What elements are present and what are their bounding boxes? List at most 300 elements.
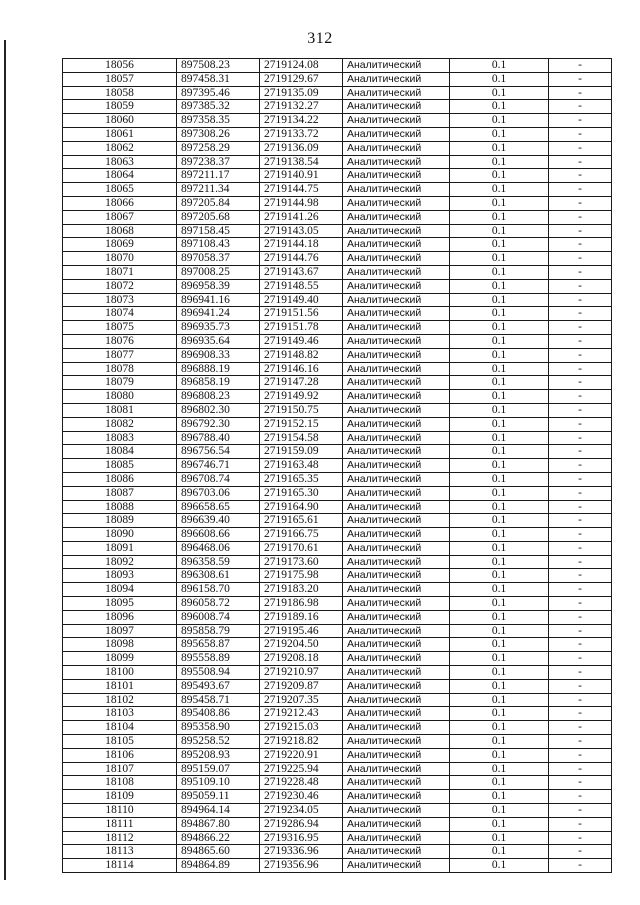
x-coordinate-cell: 896746.71	[177, 459, 260, 473]
note-cell: -	[549, 555, 612, 569]
point-id-cell: 18082	[63, 417, 177, 431]
x-coordinate-cell: 895258.52	[177, 735, 260, 749]
accuracy-cell: 0.1	[450, 114, 549, 128]
note-cell: -	[549, 155, 612, 169]
point-id-cell: 18114	[63, 859, 177, 873]
table-row	[63, 348, 612, 362]
method-cell: Аналитический	[343, 238, 450, 252]
accuracy-cell: 0.1	[450, 169, 549, 183]
y-coordinate-cell: 2719151.78	[260, 321, 343, 335]
method-cell: Аналитический	[343, 445, 450, 459]
y-coordinate-cell: 2719207.35	[260, 693, 343, 707]
table-row	[63, 183, 612, 197]
x-coordinate-cell: 897205.68	[177, 210, 260, 224]
accuracy-cell: 0.1	[450, 652, 549, 666]
x-coordinate-cell: 895458.71	[177, 693, 260, 707]
point-id-cell: 18093	[63, 569, 177, 583]
x-coordinate-cell: 895493.67	[177, 679, 260, 693]
method-cell: Аналитический	[343, 210, 450, 224]
method-cell: Аналитический	[343, 376, 450, 390]
table-row	[63, 362, 612, 376]
method-cell: Аналитический	[343, 114, 450, 128]
x-coordinate-cell: 896788.40	[177, 431, 260, 445]
table-row	[63, 445, 612, 459]
table-row	[63, 776, 612, 790]
note-cell: -	[549, 541, 612, 555]
method-cell: Аналитический	[343, 224, 450, 238]
accuracy-cell: 0.1	[450, 845, 549, 859]
accuracy-cell: 0.1	[450, 486, 549, 500]
method-cell: Аналитический	[343, 597, 450, 611]
note-cell: -	[549, 293, 612, 307]
x-coordinate-cell: 897358.35	[177, 114, 260, 128]
method-cell: Аналитический	[343, 141, 450, 155]
table-row	[63, 114, 612, 128]
point-id-cell: 18099	[63, 652, 177, 666]
note-cell: -	[549, 403, 612, 417]
method-cell: Аналитический	[343, 693, 450, 707]
accuracy-cell: 0.1	[450, 666, 549, 680]
method-cell: Аналитический	[343, 666, 450, 680]
note-cell: -	[549, 279, 612, 293]
method-cell: Аналитический	[343, 790, 450, 804]
x-coordinate-cell: 894865.60	[177, 845, 260, 859]
table-row	[63, 859, 612, 873]
note-cell: -	[549, 114, 612, 128]
accuracy-cell: 0.1	[450, 127, 549, 141]
note-cell: -	[549, 859, 612, 873]
method-cell: Аналитический	[343, 776, 450, 790]
method-cell: Аналитический	[343, 252, 450, 266]
point-id-cell: 18108	[63, 776, 177, 790]
note-cell: -	[549, 390, 612, 404]
accuracy-cell: 0.1	[450, 817, 549, 831]
x-coordinate-cell: 896703.06	[177, 486, 260, 500]
method-cell: Аналитический	[343, 583, 450, 597]
table-row	[63, 210, 612, 224]
note-cell: -	[549, 348, 612, 362]
y-coordinate-cell: 2719225.94	[260, 762, 343, 776]
table-row	[63, 569, 612, 583]
accuracy-cell: 0.1	[450, 431, 549, 445]
x-coordinate-cell: 897385.32	[177, 100, 260, 114]
method-cell: Аналитический	[343, 307, 450, 321]
y-coordinate-cell: 2719220.91	[260, 748, 343, 762]
accuracy-cell: 0.1	[450, 693, 549, 707]
x-coordinate-cell: 897058.37	[177, 252, 260, 266]
note-cell: -	[549, 321, 612, 335]
table-row	[63, 155, 612, 169]
table-row	[63, 762, 612, 776]
accuracy-cell: 0.1	[450, 790, 549, 804]
note-cell: -	[549, 265, 612, 279]
accuracy-cell: 0.1	[450, 721, 549, 735]
y-coordinate-cell: 2719148.55	[260, 279, 343, 293]
accuracy-cell: 0.1	[450, 762, 549, 776]
point-id-cell: 18064	[63, 169, 177, 183]
method-cell: Аналитический	[343, 155, 450, 169]
note-cell: -	[549, 666, 612, 680]
table-row	[63, 59, 612, 73]
point-id-cell: 18083	[63, 431, 177, 445]
note-cell: -	[549, 431, 612, 445]
point-id-cell: 18092	[63, 555, 177, 569]
page-number: 312	[307, 30, 333, 47]
table-row	[63, 403, 612, 417]
y-coordinate-cell: 2719218.82	[260, 735, 343, 749]
x-coordinate-cell: 894866.22	[177, 831, 260, 845]
method-cell: Аналитический	[343, 431, 450, 445]
point-id-cell: 18067	[63, 210, 177, 224]
accuracy-cell: 0.1	[450, 610, 549, 624]
y-coordinate-cell: 2719336.96	[260, 845, 343, 859]
method-cell: Аналитический	[343, 624, 450, 638]
method-cell: Аналитический	[343, 59, 450, 73]
point-id-cell: 18056	[63, 59, 177, 73]
accuracy-cell: 0.1	[450, 348, 549, 362]
point-id-cell: 18063	[63, 155, 177, 169]
point-id-cell: 18096	[63, 610, 177, 624]
y-coordinate-cell: 2719356.96	[260, 859, 343, 873]
x-coordinate-cell: 896008.74	[177, 610, 260, 624]
coordinates-table-body	[63, 59, 612, 873]
table-row	[63, 638, 612, 652]
method-cell: Аналитический	[343, 748, 450, 762]
y-coordinate-cell: 2719154.58	[260, 431, 343, 445]
accuracy-cell: 0.1	[450, 321, 549, 335]
method-cell: Аналитический	[343, 541, 450, 555]
note-cell: -	[549, 721, 612, 735]
accuracy-cell: 0.1	[450, 59, 549, 73]
note-cell: -	[549, 693, 612, 707]
x-coordinate-cell: 896658.65	[177, 500, 260, 514]
point-id-cell: 18089	[63, 514, 177, 528]
method-cell: Аналитический	[343, 72, 450, 86]
accuracy-cell: 0.1	[450, 514, 549, 528]
y-coordinate-cell: 2719175.98	[260, 569, 343, 583]
y-coordinate-cell: 2719316.95	[260, 831, 343, 845]
accuracy-cell: 0.1	[450, 86, 549, 100]
point-id-cell: 18088	[63, 500, 177, 514]
method-cell: Аналитический	[343, 514, 450, 528]
method-cell: Аналитический	[343, 279, 450, 293]
note-cell: -	[549, 652, 612, 666]
y-coordinate-cell: 2719149.46	[260, 334, 343, 348]
note-cell: -	[549, 307, 612, 321]
x-coordinate-cell: 897108.43	[177, 238, 260, 252]
method-cell: Аналитический	[343, 417, 450, 431]
point-id-cell: 18112	[63, 831, 177, 845]
x-coordinate-cell: 897258.29	[177, 141, 260, 155]
table-row	[63, 679, 612, 693]
point-id-cell: 18106	[63, 748, 177, 762]
x-coordinate-cell: 896941.24	[177, 307, 260, 321]
method-cell: Аналитический	[343, 196, 450, 210]
x-coordinate-cell: 894864.89	[177, 859, 260, 873]
point-id-cell: 18113	[63, 845, 177, 859]
note-cell: -	[549, 183, 612, 197]
point-id-cell: 18110	[63, 804, 177, 818]
x-coordinate-cell: 896958.39	[177, 279, 260, 293]
table-row	[63, 224, 612, 238]
note-cell: -	[549, 376, 612, 390]
method-cell: Аналитический	[343, 500, 450, 514]
method-cell: Аналитический	[343, 348, 450, 362]
y-coordinate-cell: 2719132.27	[260, 100, 343, 114]
note-cell: -	[549, 252, 612, 266]
x-coordinate-cell: 897211.34	[177, 183, 260, 197]
y-coordinate-cell: 2719234.05	[260, 804, 343, 818]
x-coordinate-cell: 896708.74	[177, 472, 260, 486]
accuracy-cell: 0.1	[450, 859, 549, 873]
method-cell: Аналитический	[343, 334, 450, 348]
x-coordinate-cell: 896358.59	[177, 555, 260, 569]
y-coordinate-cell: 2719215.03	[260, 721, 343, 735]
note-cell: -	[549, 59, 612, 73]
note-cell: -	[549, 86, 612, 100]
point-id-cell: 18066	[63, 196, 177, 210]
y-coordinate-cell: 2719149.92	[260, 390, 343, 404]
x-coordinate-cell: 896941.16	[177, 293, 260, 307]
note-cell: -	[549, 196, 612, 210]
x-coordinate-cell: 895558.89	[177, 652, 260, 666]
note-cell: -	[549, 362, 612, 376]
note-cell: -	[549, 528, 612, 542]
table-row	[63, 293, 612, 307]
table-row	[63, 196, 612, 210]
accuracy-cell: 0.1	[450, 334, 549, 348]
y-coordinate-cell: 2719165.30	[260, 486, 343, 500]
point-id-cell: 18078	[63, 362, 177, 376]
point-id-cell: 18057	[63, 72, 177, 86]
table-row	[63, 252, 612, 266]
table-row	[63, 528, 612, 542]
accuracy-cell: 0.1	[450, 155, 549, 169]
table-row	[63, 735, 612, 749]
point-id-cell: 18090	[63, 528, 177, 542]
accuracy-cell: 0.1	[450, 252, 549, 266]
table-row	[63, 141, 612, 155]
x-coordinate-cell: 895408.86	[177, 707, 260, 721]
note-cell: -	[549, 804, 612, 818]
table-row	[63, 86, 612, 100]
note-cell: -	[549, 417, 612, 431]
note-cell: -	[549, 610, 612, 624]
y-coordinate-cell: 2719230.46	[260, 790, 343, 804]
point-id-cell: 18076	[63, 334, 177, 348]
accuracy-cell: 0.1	[450, 141, 549, 155]
note-cell: -	[549, 762, 612, 776]
table-row	[63, 100, 612, 114]
note-cell: -	[549, 210, 612, 224]
y-coordinate-cell: 2719165.61	[260, 514, 343, 528]
table-row	[63, 541, 612, 555]
y-coordinate-cell: 2719144.75	[260, 183, 343, 197]
table-row	[63, 624, 612, 638]
accuracy-cell: 0.1	[450, 307, 549, 321]
x-coordinate-cell: 896639.40	[177, 514, 260, 528]
accuracy-cell: 0.1	[450, 362, 549, 376]
y-coordinate-cell: 2719149.40	[260, 293, 343, 307]
x-coordinate-cell: 896802.30	[177, 403, 260, 417]
note-cell: -	[549, 100, 612, 114]
accuracy-cell: 0.1	[450, 376, 549, 390]
accuracy-cell: 0.1	[450, 403, 549, 417]
accuracy-cell: 0.1	[450, 679, 549, 693]
y-coordinate-cell: 2719134.22	[260, 114, 343, 128]
y-coordinate-cell: 2719159.09	[260, 445, 343, 459]
accuracy-cell: 0.1	[450, 500, 549, 514]
accuracy-cell: 0.1	[450, 831, 549, 845]
x-coordinate-cell: 897211.17	[177, 169, 260, 183]
point-id-cell: 18107	[63, 762, 177, 776]
accuracy-cell: 0.1	[450, 445, 549, 459]
table-row	[63, 169, 612, 183]
accuracy-cell: 0.1	[450, 597, 549, 611]
point-id-cell: 18094	[63, 583, 177, 597]
method-cell: Аналитический	[343, 804, 450, 818]
table-row	[63, 500, 612, 514]
table-row	[63, 748, 612, 762]
note-cell: -	[549, 334, 612, 348]
method-cell: Аналитический	[343, 735, 450, 749]
point-id-cell: 18097	[63, 624, 177, 638]
y-coordinate-cell: 2719136.09	[260, 141, 343, 155]
point-id-cell: 18091	[63, 541, 177, 555]
table-row	[63, 610, 612, 624]
point-id-cell: 18065	[63, 183, 177, 197]
method-cell: Аналитический	[343, 321, 450, 335]
y-coordinate-cell: 2719150.75	[260, 403, 343, 417]
note-cell: -	[549, 624, 612, 638]
note-cell: -	[549, 790, 612, 804]
accuracy-cell: 0.1	[450, 183, 549, 197]
table-row	[63, 307, 612, 321]
y-coordinate-cell: 2719141.26	[260, 210, 343, 224]
point-id-cell: 18069	[63, 238, 177, 252]
point-id-cell: 18101	[63, 679, 177, 693]
accuracy-cell: 0.1	[450, 776, 549, 790]
point-id-cell: 18085	[63, 459, 177, 473]
point-id-cell: 18058	[63, 86, 177, 100]
accuracy-cell: 0.1	[450, 735, 549, 749]
x-coordinate-cell: 895208.93	[177, 748, 260, 762]
table-row	[63, 693, 612, 707]
method-cell: Аналитический	[343, 86, 450, 100]
table-row	[63, 417, 612, 431]
accuracy-cell: 0.1	[450, 417, 549, 431]
table-row	[63, 804, 612, 818]
point-id-cell: 18095	[63, 597, 177, 611]
y-coordinate-cell: 2719129.67	[260, 72, 343, 86]
x-coordinate-cell: 896058.72	[177, 597, 260, 611]
x-coordinate-cell: 895059.11	[177, 790, 260, 804]
accuracy-cell: 0.1	[450, 555, 549, 569]
accuracy-cell: 0.1	[450, 293, 549, 307]
y-coordinate-cell: 2719148.82	[260, 348, 343, 362]
x-coordinate-cell: 897308.26	[177, 127, 260, 141]
y-coordinate-cell: 2719146.16	[260, 362, 343, 376]
accuracy-cell: 0.1	[450, 238, 549, 252]
point-id-cell: 18074	[63, 307, 177, 321]
note-cell: -	[549, 831, 612, 845]
accuracy-cell: 0.1	[450, 624, 549, 638]
table-row	[63, 279, 612, 293]
note-cell: -	[549, 776, 612, 790]
x-coordinate-cell: 897508.23	[177, 59, 260, 73]
table-row	[63, 597, 612, 611]
point-id-cell: 18073	[63, 293, 177, 307]
accuracy-cell: 0.1	[450, 748, 549, 762]
table-row	[63, 817, 612, 831]
y-coordinate-cell: 2719138.54	[260, 155, 343, 169]
x-coordinate-cell: 894867.80	[177, 817, 260, 831]
table-row	[63, 514, 612, 528]
point-id-cell: 18072	[63, 279, 177, 293]
y-coordinate-cell: 2719135.09	[260, 86, 343, 100]
point-id-cell: 18061	[63, 127, 177, 141]
method-cell: Аналитический	[343, 486, 450, 500]
note-cell: -	[549, 459, 612, 473]
accuracy-cell: 0.1	[450, 100, 549, 114]
method-cell: Аналитический	[343, 459, 450, 473]
table-row	[63, 431, 612, 445]
note-cell: -	[549, 141, 612, 155]
method-cell: Аналитический	[343, 721, 450, 735]
y-coordinate-cell: 2719286.94	[260, 817, 343, 831]
method-cell: Аналитический	[343, 362, 450, 376]
method-cell: Аналитический	[343, 817, 450, 831]
y-coordinate-cell: 2719124.08	[260, 59, 343, 73]
note-cell: -	[549, 583, 612, 597]
x-coordinate-cell: 897158.45	[177, 224, 260, 238]
method-cell: Аналитический	[343, 762, 450, 776]
y-coordinate-cell: 2719164.90	[260, 500, 343, 514]
x-coordinate-cell: 894964.14	[177, 804, 260, 818]
table-row	[63, 707, 612, 721]
accuracy-cell: 0.1	[450, 224, 549, 238]
method-cell: Аналитический	[343, 679, 450, 693]
table-row	[63, 666, 612, 680]
y-coordinate-cell: 2719166.75	[260, 528, 343, 542]
point-id-cell: 18071	[63, 265, 177, 279]
y-coordinate-cell: 2719189.16	[260, 610, 343, 624]
note-cell: -	[549, 486, 612, 500]
x-coordinate-cell: 896935.64	[177, 334, 260, 348]
accuracy-cell: 0.1	[450, 265, 549, 279]
accuracy-cell: 0.1	[450, 390, 549, 404]
table-row	[63, 652, 612, 666]
point-id-cell: 18070	[63, 252, 177, 266]
table-row	[63, 486, 612, 500]
point-id-cell: 18102	[63, 693, 177, 707]
table-row	[63, 721, 612, 735]
note-cell: -	[549, 707, 612, 721]
y-coordinate-cell: 2719195.46	[260, 624, 343, 638]
table-row	[63, 555, 612, 569]
point-id-cell: 18062	[63, 141, 177, 155]
table-row	[63, 459, 612, 473]
x-coordinate-cell: 895159.07	[177, 762, 260, 776]
method-cell: Аналитический	[343, 390, 450, 404]
accuracy-cell: 0.1	[450, 638, 549, 652]
point-id-cell: 18077	[63, 348, 177, 362]
point-id-cell: 18109	[63, 790, 177, 804]
method-cell: Аналитический	[343, 265, 450, 279]
y-coordinate-cell: 2719140.91	[260, 169, 343, 183]
method-cell: Аналитический	[343, 569, 450, 583]
x-coordinate-cell: 896792.30	[177, 417, 260, 431]
